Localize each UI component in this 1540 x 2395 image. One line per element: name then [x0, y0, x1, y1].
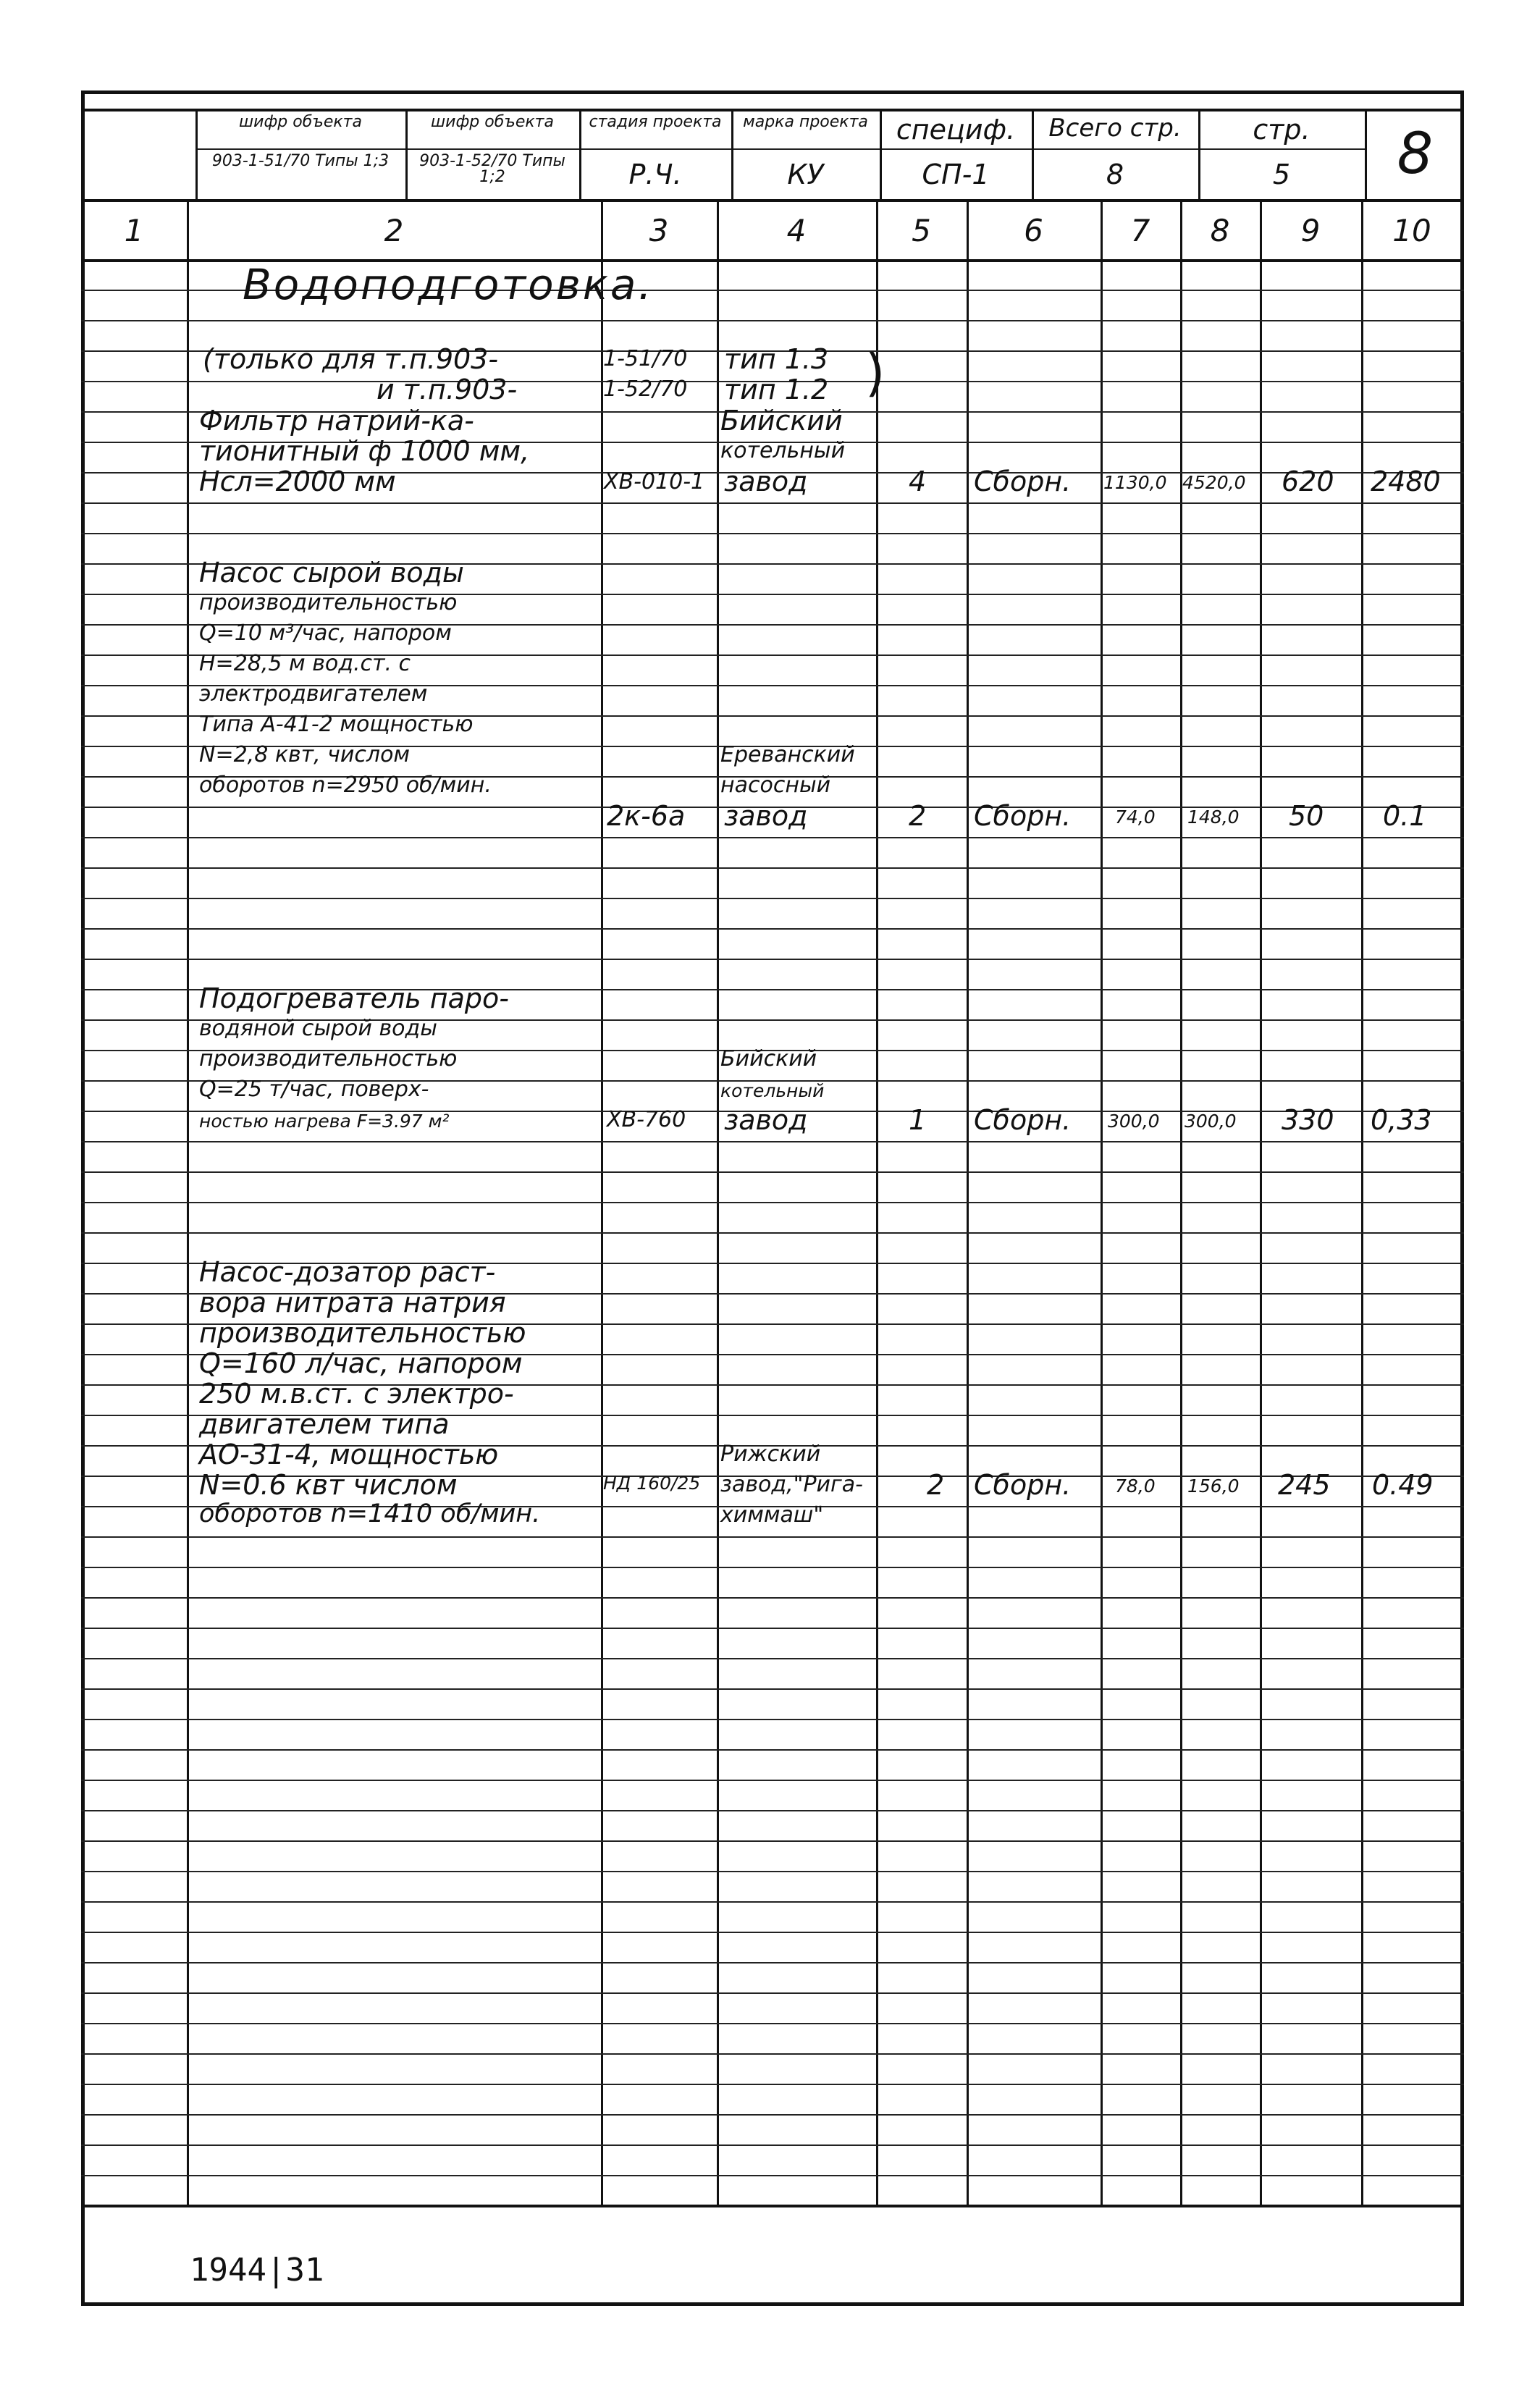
- item-2-description-line: Типа А-41-2 мощностью: [199, 712, 474, 737]
- item-4-total-weight: 156,0: [1187, 1476, 1240, 1497]
- row-rule: [81, 1901, 1464, 1903]
- header-label-total-pages: Всего стр.: [1048, 114, 1182, 143]
- header-value-mark: КУ: [787, 159, 824, 190]
- column-number-3: 3: [649, 213, 669, 248]
- column-number-5: 5: [912, 213, 931, 248]
- header-label-stage: стадия проекта: [589, 113, 722, 131]
- column-number-9: 9: [1300, 213, 1321, 248]
- item-4-description-line: Насос-дозатор раст-: [199, 1256, 496, 1288]
- item-3-description-line: Q=25 т/час, поверх-: [199, 1077, 429, 1102]
- row-rule: [81, 1810, 1464, 1811]
- header-divider: [1198, 109, 1200, 199]
- header-value-stage: Р.Ч.: [628, 159, 682, 190]
- item-3-description-line: Подогреватель паро-: [199, 982, 509, 1014]
- row-rule: [81, 1628, 1464, 1629]
- item-1-qty: 4: [909, 466, 927, 497]
- item-4-manufacturer-line: химмаш": [720, 1502, 824, 1528]
- item-3-manufacturer-line: завод: [724, 1104, 808, 1136]
- item-1-manufacturer-line: Бийский: [720, 405, 843, 437]
- item-1-description-line: Нсл=2000 мм: [199, 466, 396, 497]
- item-4-total-price: 0.49: [1372, 1469, 1434, 1501]
- header-label-page: стр.: [1253, 114, 1310, 146]
- header-value-spec: СП-1: [922, 159, 990, 190]
- item-4-qty: 2: [927, 1469, 945, 1501]
- item-3-total-price: 0,33: [1371, 1104, 1432, 1136]
- column-number-2: 2: [384, 213, 404, 248]
- column-number-10: 10: [1392, 213, 1431, 248]
- item-2-total-weight: 148,0: [1187, 807, 1240, 828]
- header-divider: [405, 109, 408, 199]
- row-rule: [81, 2084, 1464, 2085]
- item-1-unit-price: 620: [1282, 466, 1334, 497]
- column-number-8: 8: [1210, 213, 1230, 248]
- item-4-description-line: N=0.6 квт числом: [199, 1469, 458, 1501]
- column-number-7: 7: [1130, 213, 1150, 248]
- row-rule: [81, 1597, 1464, 1599]
- section-title: Водоподготовка.: [243, 260, 654, 309]
- row-rule: [81, 1232, 1464, 1234]
- sheet-number: 8: [1397, 122, 1434, 187]
- item-2-description-line: Н=28,5 м вод.ст. с: [199, 651, 411, 676]
- header-label-object-code: шифр объекта: [239, 113, 362, 131]
- row-rule: [81, 1932, 1464, 1933]
- row-rule: [81, 1688, 1464, 1690]
- applicability-type-1: тип 1.3: [724, 343, 829, 375]
- header-value-total-pages: 8: [1106, 159, 1124, 190]
- row-rule: [81, 2114, 1464, 2116]
- item-4-description-line: АО-31-4, мощностью: [199, 1439, 499, 1470]
- row-rule: [81, 533, 1464, 534]
- item-2-manufacturer-line: насосный: [720, 773, 831, 798]
- item-2-manufacturer-line: Ереванский: [720, 742, 855, 767]
- row-rule: [81, 320, 1464, 321]
- header-divider: [1365, 109, 1367, 199]
- item-2-description-line: N=2,8 квт, числом: [199, 742, 411, 767]
- row-rule: [81, 1567, 1464, 1568]
- item-3-unit-price: 330: [1282, 1104, 1334, 1136]
- header-label-mark: марка проекта: [743, 113, 868, 131]
- item-4-description-line: оборотов n=1410 об/мин.: [199, 1499, 541, 1528]
- header-divider: [1032, 109, 1034, 199]
- item-2-state: Сборн.: [974, 800, 1072, 832]
- item-4-description-line: двигателем типа: [199, 1408, 450, 1440]
- item-4-description-line: производительностью: [199, 1317, 526, 1349]
- item-4-manufacturer-line: завод,"Рига-: [720, 1472, 864, 1497]
- item-2-unit-weight: 74,0: [1115, 807, 1156, 828]
- item-2-description-line: Q=10 м³/час, напором: [199, 620, 452, 646]
- item-1-description-line: тионитный ф 1000 мм,: [199, 435, 530, 467]
- item-4-description-line: вора нитрата натрия: [199, 1287, 506, 1318]
- row-rule: [81, 1202, 1464, 1203]
- item-3-unit-weight: 300,0: [1108, 1111, 1160, 1132]
- applicability-line-1: (только для т.п.903-: [203, 343, 499, 375]
- item-3-manufacturer-line: котельный: [720, 1080, 825, 1101]
- item-2-unit-price: 50: [1289, 800, 1324, 832]
- header-divider: [195, 109, 198, 199]
- item-1-state: Сборн.: [974, 466, 1072, 497]
- row-rule: [81, 2023, 1464, 2024]
- header-label-spec: специф.: [896, 114, 1016, 146]
- row-rule: [81, 502, 1464, 504]
- item-3-qty: 1: [909, 1104, 927, 1136]
- item-2-qty: 2: [909, 800, 927, 832]
- row-rule: [81, 1871, 1464, 1872]
- item-1-total-weight: 4520,0: [1182, 472, 1246, 493]
- row-rule: [81, 1962, 1464, 1963]
- row-rule: [81, 959, 1464, 960]
- item-3-total-weight: 300,0: [1185, 1111, 1237, 1132]
- item-2-description-line: производительностью: [199, 590, 458, 615]
- item-4-mark: НД 160/25: [603, 1473, 701, 1494]
- row-rule: [81, 837, 1464, 838]
- item-3-state: Сборн.: [974, 1104, 1072, 1136]
- item-1-mark: ХВ-010-1: [604, 469, 705, 494]
- header-value-object-code-2: 903-1-52/70 Типы 1;2: [419, 152, 565, 186]
- item-4-unit-price: 245: [1278, 1469, 1331, 1501]
- header-value-object-code: 903-1-51/70 Типы 1;3: [211, 152, 390, 170]
- column-number-6: 6: [1024, 213, 1043, 248]
- header-mid-line: [195, 148, 1365, 150]
- column-number-4: 4: [786, 213, 807, 248]
- row-rule: [81, 1840, 1464, 1842]
- item-4-description-line: Q=160 л/час, напором: [199, 1347, 523, 1379]
- row-rule: [81, 2144, 1464, 2146]
- row-rule: [81, 1171, 1464, 1173]
- header-label-object-code-2: шифр объекта: [431, 113, 554, 131]
- row-rule: [81, 928, 1464, 930]
- applicability-bracket: ): [865, 343, 885, 403]
- row-rule: [81, 2175, 1464, 2176]
- item-2-total-price: 0.1: [1383, 800, 1427, 832]
- row-rule: [81, 1141, 1464, 1142]
- column-number-1: 1: [124, 213, 144, 248]
- row-rule: [81, 898, 1464, 899]
- row-rule: [81, 1536, 1464, 1538]
- row-rule: [81, 1992, 1464, 1994]
- item-2-description-line: оборотов n=2950 об/мин.: [199, 773, 492, 798]
- item-4-manufacturer-line: Рижский: [720, 1441, 821, 1467]
- header-bottom-border: [81, 199, 1464, 202]
- row-rule: [81, 1719, 1464, 1720]
- item-2-description-line: электродвигателем: [199, 681, 428, 707]
- applicability-line-2: и т.п.903-: [376, 374, 518, 405]
- applicability-code-1: 1-51/70: [603, 346, 688, 371]
- item-3-mark: ХВ-760: [607, 1107, 686, 1132]
- row-rule: [81, 1749, 1464, 1751]
- row-rule: [81, 1780, 1464, 1781]
- row-rule: [81, 2053, 1464, 2055]
- archive-number: 1944|31: [190, 2252, 324, 2289]
- item-3-manufacturer-line: Бийский: [720, 1046, 817, 1072]
- header-divider: [731, 109, 733, 199]
- item-2-description-line: Насос сырой воды: [199, 557, 464, 589]
- applicability-code-2: 1-52/70: [603, 376, 688, 402]
- item-4-unit-weight: 78,0: [1115, 1476, 1156, 1497]
- footer-separator: [81, 2205, 1464, 2207]
- header-divider: [880, 109, 882, 199]
- applicability-type-2: тип 1.2: [724, 374, 829, 405]
- item-3-description-line: производительностью: [199, 1046, 458, 1072]
- item-1-description-line: Фильтр натрий-ка-: [199, 405, 474, 437]
- item-4-description-line: 250 м.в.ст. с электро-: [199, 1378, 514, 1410]
- item-1-total-price: 2480: [1371, 466, 1441, 497]
- header-top-border: [81, 109, 1464, 111]
- item-1-manufacturer-line: котельный: [720, 438, 846, 463]
- item-3-description-line: водяной сырой воды: [199, 1016, 437, 1041]
- item-3-description-line: ностью нагрева F=3.97 м²: [199, 1111, 450, 1132]
- row-rule: [81, 867, 1464, 869]
- item-1-manufacturer-line: завод: [724, 466, 808, 497]
- item-2-mark: 2к-6а: [607, 800, 686, 832]
- header-value-page: 5: [1272, 159, 1291, 190]
- header-divider: [579, 109, 581, 199]
- row-rule: [81, 1658, 1464, 1659]
- item-4-state: Сборн.: [974, 1469, 1072, 1501]
- item-2-manufacturer-line: завод: [724, 800, 808, 832]
- item-1-unit-weight: 1130,0: [1103, 472, 1167, 493]
